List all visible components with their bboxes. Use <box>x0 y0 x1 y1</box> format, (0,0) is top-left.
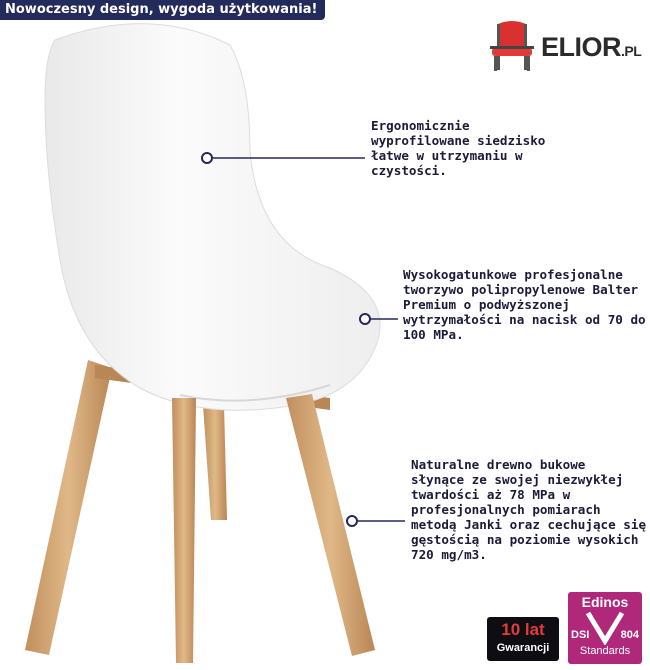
top-banner: Nowoczesny design, wygoda użytkowania! <box>0 0 325 20</box>
warranty-years: 10 lat <box>501 620 545 639</box>
front-leg <box>172 398 196 663</box>
feature-note-material: Wysokogatunkowe profesjonalne tworzywo polipropylenowe Balter Premium o podwyższonej wytrzymałości na nacisk od 70 do 100 MPa. <box>403 267 646 342</box>
edinos-title: Edinos <box>581 594 629 610</box>
edinos-standards: Standards <box>579 645 631 657</box>
callout-dot-seat <box>202 153 212 163</box>
brand-name-text: ELIOR <box>541 32 622 62</box>
callout-dot-shell <box>360 314 370 324</box>
left-leg <box>25 360 112 655</box>
callout-dot-leg <box>347 516 357 526</box>
brand-suffix: .PL <box>621 43 642 59</box>
feature-note-wood: Naturalne drewno bukowe słynące ze swojej niezwykłej twardości aż 78 MPa w profesjonalnych pomiarach metodą Janki oraz cechujące się gęstością na poziomie wysokich 720 mg/m3. <box>411 457 647 562</box>
right-leg <box>286 394 375 656</box>
feature-note-seat: Ergonomicznie wyprofilowane siedzisko łatwe w utrzymaniu w czystości. <box>371 118 546 178</box>
edinos-left-code: DSI <box>571 629 590 641</box>
seat-shell <box>45 24 380 411</box>
warranty-label: Gwarancji <box>496 642 550 654</box>
rear-leg-back <box>203 405 227 520</box>
edinos-badge <box>568 592 642 664</box>
edinos-right-code: 804 <box>620 629 639 641</box>
warranty-badge <box>487 617 559 661</box>
